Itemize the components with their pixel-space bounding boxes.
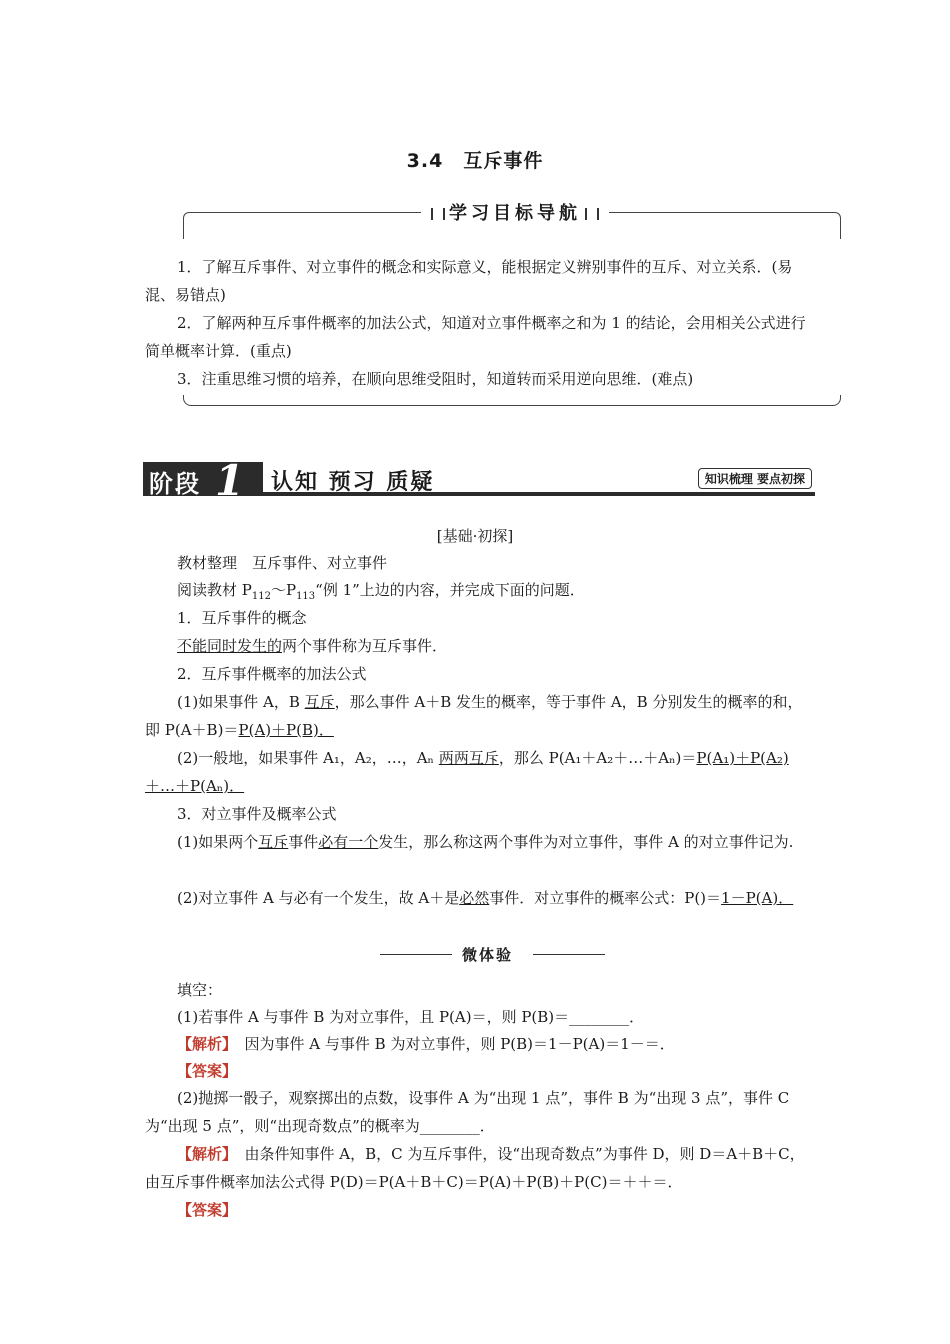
textbook-heading: 教材整理 互斥事件、对立事件	[177, 554, 388, 572]
analysis-tag: 【解析】	[177, 1145, 230, 1163]
objectives-label: 学习目标导航	[421, 199, 609, 225]
solution-2: 【解析】 由条件知事件 A，B，C 为互斥事件，设“出现奇数点”为事件 D，则 D＝A＋B＋C，由互斥事件概率加法公式得 P(D)＝P(A＋B＋C)＝P(A)＋P(B)＋P(C)＝＋＋＝．	[145, 1145, 805, 1191]
answer-1	[145, 1057, 810, 1085]
definition-1: 不能同时发生的两个事件称为互斥事件．	[177, 637, 448, 655]
section-title: 互斥事件	[463, 150, 544, 172]
complement-formula: (2)对立事件 A 与必有一个发生，故 A＋是必然事件．对立事件的概率公式：P()＝1－P(A)．	[177, 889, 794, 907]
page-title	[0, 146, 950, 173]
objective-2: 2．了解两种互斥事件概率的加法公式，知道对立事件概率之和为 1 的结论，会用相关公式进行简单概率计算．(重点)	[145, 314, 806, 360]
objective-1: 1．了解互斥事件、对立事件的概念和实际意义，能根据定义辨别事件的互斥、对立关系．(易混、易错点)	[145, 258, 793, 304]
answer-tag: 【答案】	[177, 1201, 238, 1219]
stage-number: 1	[215, 456, 245, 505]
answer-2	[145, 1196, 810, 1224]
reading-instruction: 阅读教材 $P_{112}\sim P_{113}“$例 1”上边的内容，并完成下面的问题．	[177, 581, 585, 602]
question-1: (1)若事件 A 与事件 B 为对立事件，且 P(A)＝，则 P(B)＝________．	[177, 1008, 645, 1026]
subheading-2: 2．互斥事件概率的加法公式	[177, 665, 367, 683]
micro-experience-divider	[380, 944, 605, 964]
addition-rule-1: (1)如果事件 A，B 互斥，那么事件 A＋B 发生的概率，等于事件 A，B 分别发生的概率的和，即 P(A＋B)＝P(A)＋P(B)．	[145, 693, 803, 739]
fill-in-label: 填空：	[177, 981, 223, 999]
section-label: [基础·初探]	[436, 527, 514, 545]
stage-heading: 认知 预习 质疑	[271, 470, 435, 495]
stage-tag: 知识梳理 要点初探	[698, 468, 812, 489]
micro-experience-label: 微体验	[462, 946, 514, 964]
answer-tag: 【答案】	[177, 1062, 238, 1080]
solution-1: 【解析】 因为事件 A 与事件 B 为对立事件，则 P(B)＝1－P(A)＝1－＝．	[177, 1035, 675, 1053]
addition-rule-2: (2)一般地，如果事件 A₁，A₂，…，Aₙ 两两互斥，那么 P(A₁＋A₂＋…＋Aₙ)＝P(A₁)＋P(A₂)＋…＋P(Aₙ)．	[145, 749, 789, 795]
analysis-tag: 【解析】	[177, 1035, 230, 1053]
objective-3: 3．注重思维习惯的培养，在顺向思维受阻时，知道转而采用逆向思维．(难点)	[177, 370, 694, 388]
section-number: 3.4	[406, 150, 444, 172]
subheading-3: 3．对立事件及概率公式	[177, 805, 337, 823]
subheading-1: 1．互斥事件的概念	[177, 609, 307, 627]
stage-banner	[143, 456, 815, 505]
complement-definition: (1)如果两个互斥事件必有一个发生，那么称这两个事件为对立事件，事件 A 的对立事件记为.	[177, 833, 794, 851]
question-2: (2)抛掷一骰子，观察掷出的点数，设事件 A 为“出现 1 点”，事件 B 为“出现 3 点”，事件 C 为“出现 5 点”，则“出现奇数点”的概率为________．	[145, 1089, 790, 1135]
stage-label: 阶段	[149, 470, 201, 498]
